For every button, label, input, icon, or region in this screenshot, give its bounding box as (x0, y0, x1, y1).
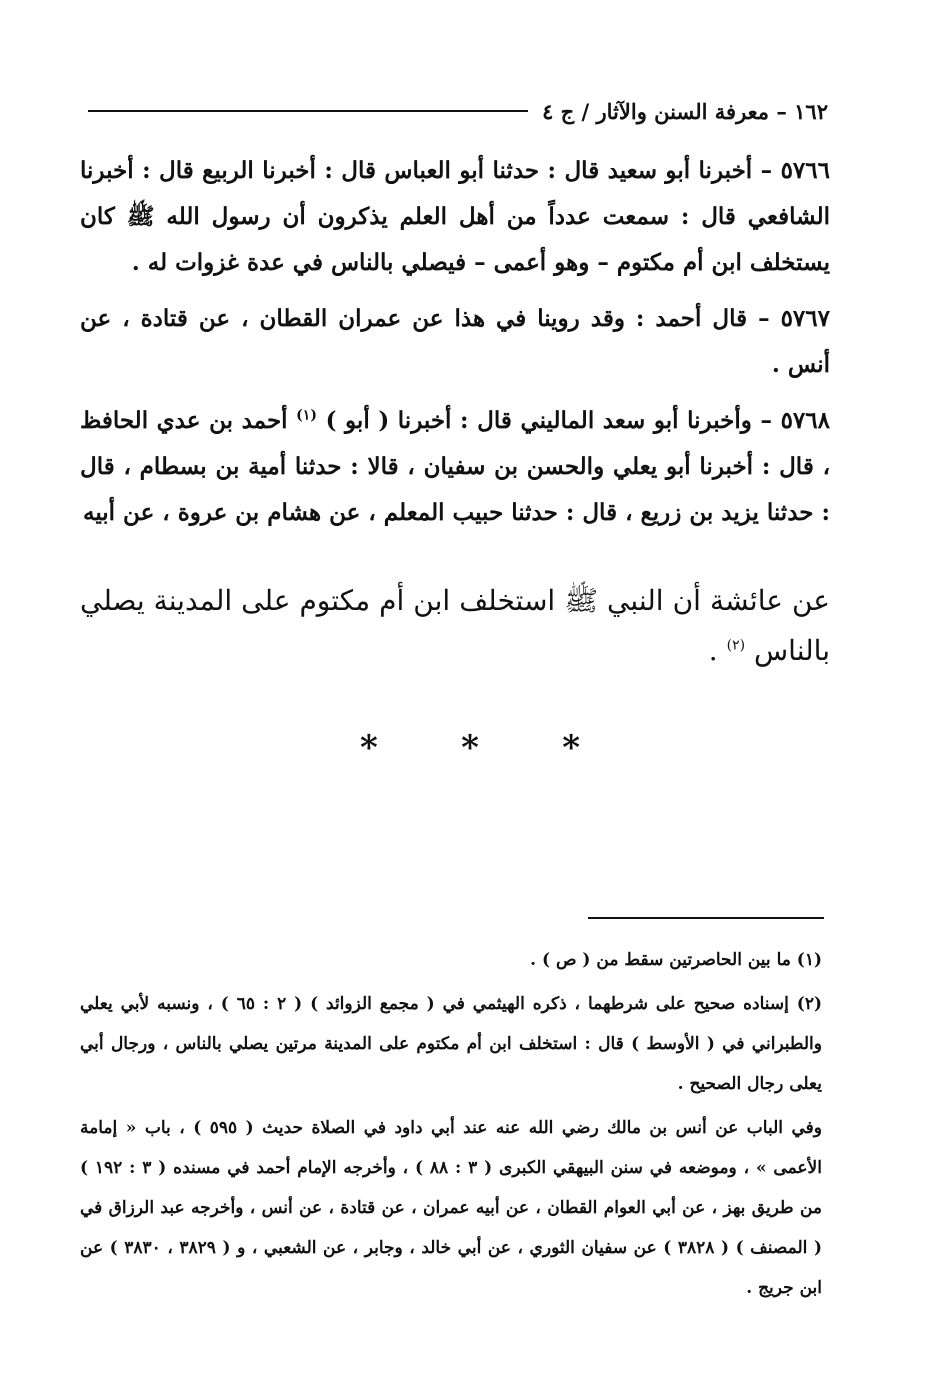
star-icon: * (360, 728, 378, 768)
footnote-1: (١) ما بين الحاصرتين سقط من ( ص ) . (530, 950, 822, 970)
running-header (88, 96, 828, 126)
section-separator (360, 728, 580, 768)
paragraph-text-part1: – وأخبرنا أبو سعد الماليني قال : أخبرنا ( أبو ) (325, 407, 772, 434)
hadith-end: . (708, 634, 718, 667)
footnote-2: (٢) إسناده صحيح على شرطهما ، ذكره الهيثمي في ( مجمع الزوائد ) ( ٢ : ٦٥ ) ، ونسبه لأبي يعلي والطبراني في ( الأوسط ) قال : استخلف ابن أم مكتوم على المدينة مرتين يصلي بالناس ، ورجال أبي يعلى رجال الصحيح . (80, 994, 822, 1094)
running-head-text: ١٦٢ – معرفة السنن والآثار / ج ٤ (542, 98, 828, 124)
footnote-2-continued: وفي الباب عن أنس بن مالك رضي الله عنه عند أبي داود في الصلاة حديث ( ٥٩٥ ) ، باب « إمامة الأعمى » ، وموضعه في سنن البيهقي الكبرى ( ٣ : ٨٨ ) ، وأخرجه الإمام أحمد في مسنده ( ٣ : ١٩٢ ) من طريق بهز ، عن أبي العوام القطان ، عن أبيه عمران ، عن قتادة ، عن أنس ، وأخرجه عبد الرزاق في ( المصنف ) ( ٣٨٢٨ ) عن سفيان الثوري ، عن أبي خالد ، وجابر ، عن الشعبي ، و ( ٣٨٢٩ ، ٣٨٣٠ ) عن ابن جريج . (80, 1118, 822, 1298)
hadith-matn (80, 576, 830, 676)
star-icon: * (461, 728, 479, 768)
footnote-ref-2[interactable]: (٢) (726, 637, 746, 654)
main-text (80, 148, 830, 546)
paragraph-5766 (80, 148, 830, 286)
footnotes (80, 940, 822, 1312)
hadith-number: ٥٧٦٨ (780, 407, 830, 434)
paragraph-5768 (80, 398, 830, 536)
header-rule (88, 110, 528, 112)
hadith-number: ٥٧٦٦ (780, 157, 830, 184)
hadith-number: ٥٧٦٧ (780, 305, 830, 332)
paragraph-5767 (80, 296, 830, 388)
footnote-ref-1[interactable]: (١) (296, 407, 317, 424)
hadith-text: عن عائشة أن النبي ﷺ استخلف ابن أم مكتوم على المدينة يصلي بالناس (80, 584, 830, 667)
footnote-rule (588, 917, 824, 919)
paragraph-text: – أخبرنا أبو سعيد قال : حدثنا أبو العباس قال : أخبرنا الربيع قال : أخبرنا الشافعي قال : سمعت عدداً من أهل العلم يذكرون أن رسول الله ﷺ كان يستخلف ابن أم مكتوم – وهو أعمى – فيصلي بالناس في عدة غزوات له . (80, 157, 830, 276)
star-icon: * (562, 728, 580, 768)
paragraph-text: – قال أحمد : وقد روينا في هذا عن عمران القطان ، عن قتادة ، عن أنس . (80, 305, 830, 378)
paragraph-text-part2: أحمد بن عدي الحافظ ، قال : أخبرنا أبو يعلي والحسن بن سفيان ، قالا : حدثنا أمية بن بسطام ، قال : حدثنا يزيد بن زريع ، قال : حدثنا حبيب المعلم ، عن هشام بن عروة ، عن أبيه (80, 407, 830, 526)
